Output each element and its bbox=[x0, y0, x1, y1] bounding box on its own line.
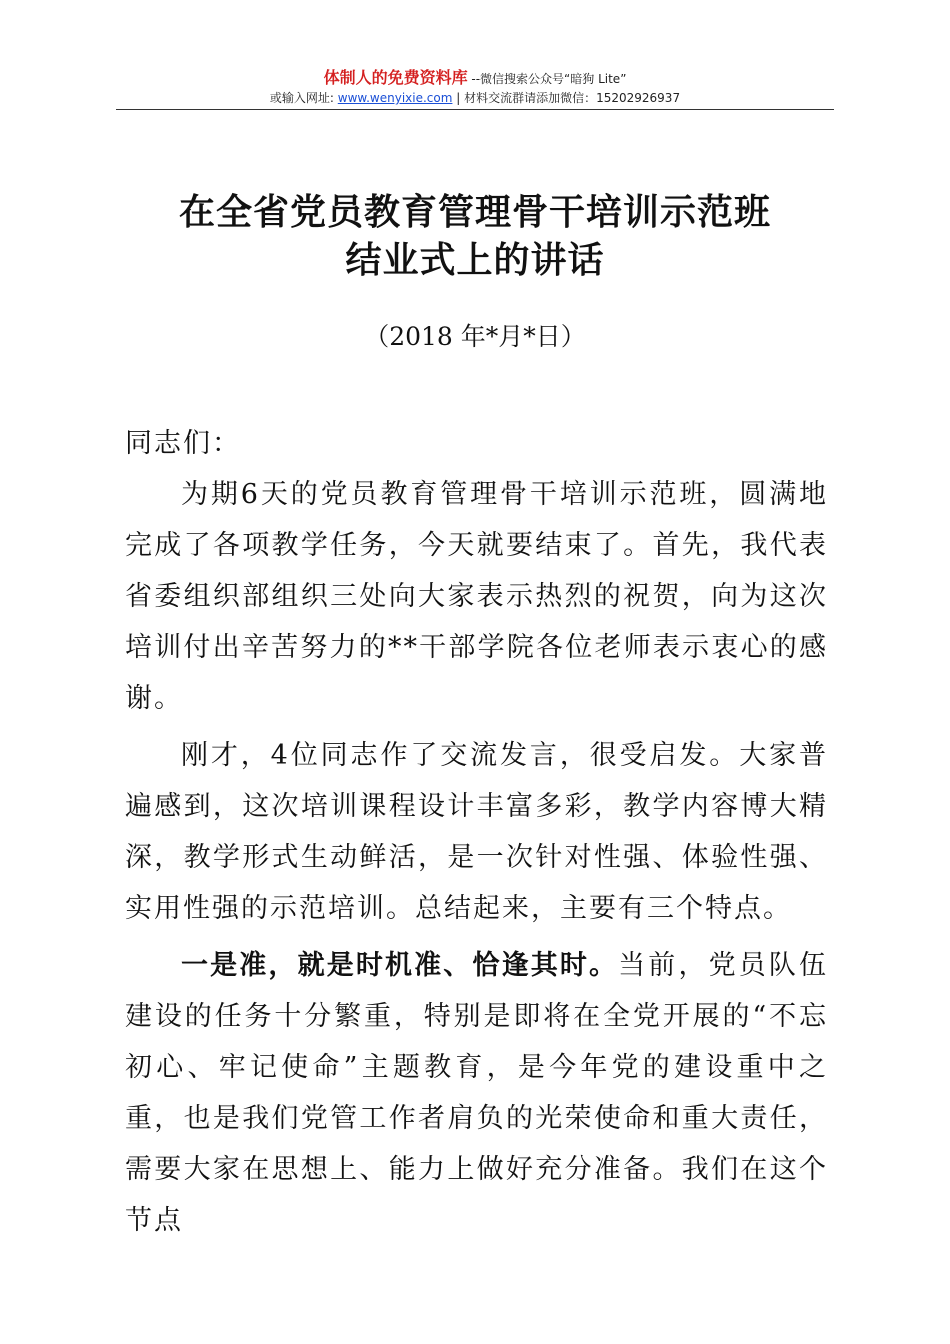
header-divider bbox=[116, 109, 834, 110]
page-header bbox=[0, 68, 950, 107]
header-contact bbox=[0, 89, 950, 107]
paragraph-3-text: 当前，党员队伍建设的任务十分繁重，特别是即将在全党开展的“不忘初心、牢记使命”主题教育，是今年党的建设重中之重，也是我们党管工作者肩负的光荣使命和重大责任，需要大家在思想上、能力上做好充分准备。我们在这个节点 bbox=[125, 950, 829, 1236]
salutation: 同志们： bbox=[125, 428, 241, 459]
header-brand[interactable]: 体制人的免费资料库 bbox=[323, 68, 468, 87]
title-line-1: 在全省党员教育管理骨干培训示范班 bbox=[178, 191, 771, 233]
header-url-prefix: 或输入网址: bbox=[269, 91, 338, 105]
paragraph-3-lead: 一是准，就是时机准、恰逢其时。 bbox=[181, 950, 619, 981]
paragraph-2: 刚才，4位同志作了交流发言，很受启发。大家普遍感到，这次培训课程设计丰富多彩，教学内容博大精深，教学形式生动鲜活，是一次针对性强、体验性强、实用性强的示范培训。总结起来，主要有三个特点。 bbox=[125, 740, 828, 924]
document-date: （2018 年*月*日） bbox=[364, 322, 586, 351]
header-url-link[interactable]: www.wenyixie.com bbox=[337, 91, 453, 105]
paragraph-1: 为期6天的党员教育管理骨干培训示范班，圆满地完成了各项教学任务，今天就要结束了。首先，我代表省委组织部组织三处向大家表示热烈的祝贺，向为这次培训付出辛苦努力的**干部学院各位老师表示衷心的感谢。 bbox=[125, 479, 828, 714]
document-title bbox=[0, 188, 950, 284]
header-contact-suffix: | 材料交流群请添加微信：15202926937 bbox=[452, 91, 681, 105]
header-tagline: --微信搜索公众号“暗狗 Lite” bbox=[467, 72, 627, 86]
title-line-2: 结业式上的讲话 bbox=[345, 239, 605, 281]
paragraph-3 bbox=[125, 940, 828, 1246]
header-banner bbox=[0, 68, 950, 89]
document-body bbox=[125, 418, 828, 1246]
